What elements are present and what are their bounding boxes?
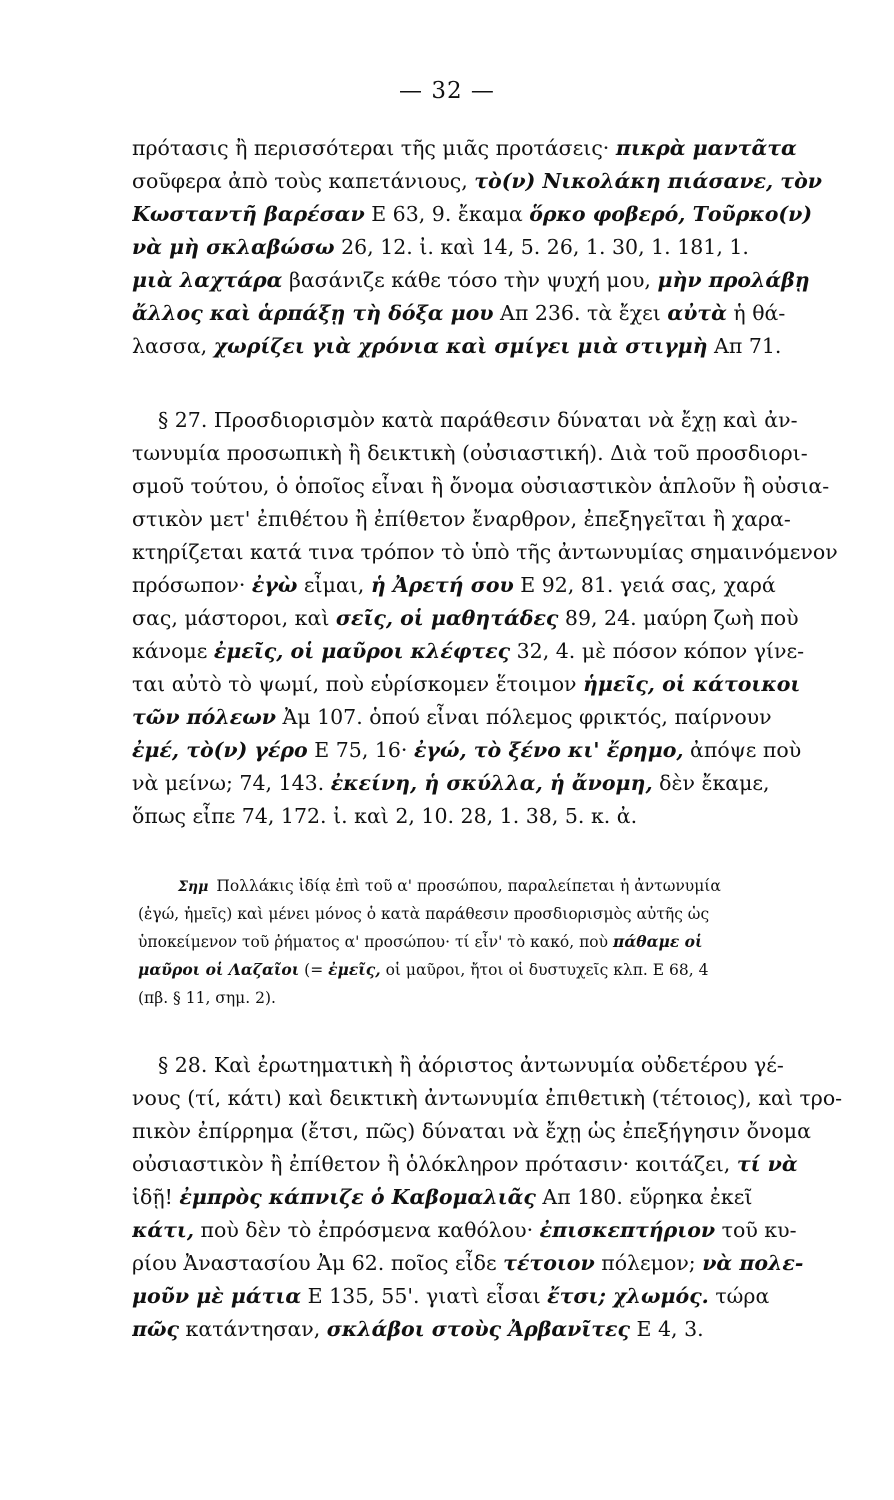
- note-label: Σημ: [178, 879, 209, 895]
- text-line: πρότασις ἢ περισσότεραι τῆς μιᾶς προτάσεις· πικρὰ μαντᾶτα: [132, 136, 797, 160]
- text-line: μαῦροι οἱ Λαζαῖοι (= ἐμεῖς, οἱ μαῦροι, ἤτοι οἱ δυστυχεῖς κλπ. Ε 68, 4: [138, 960, 709, 979]
- text-line: σας, μάστοροι, καὶ σεῖς, οἱ μαθητάδες 89, 24. μαύρη ζωὴ ποὺ: [132, 606, 799, 630]
- text-line: ἐμέ, τὸ(ν) γέρο Ε 75, 16· ἐγώ, τὸ ξένο κι' ἔρημο, ἀπόψε ποὺ: [132, 738, 802, 762]
- text-line: νὰ μὴ σκλαβώσω 26, 12. ἰ. καὶ 14, 5. 26, 1. 30, 1. 181, 1.: [132, 235, 749, 259]
- text-line: πικὸν ἐπίρρημα (ἔτσι, πῶς) δύναται νὰ ἔχῃ ὡς ἐπεξήγησιν ὄνομα: [132, 1119, 811, 1143]
- section-label: § 28.: [158, 1053, 208, 1077]
- text-line: (πβ. § 11, σημ. 2).: [138, 989, 276, 1007]
- text-line: νὰ μείνω; 74, 143. ἐκείνη, ἡ σκύλλα, ἡ ἄνομη, δὲν ἔκαμε,: [132, 771, 770, 795]
- page-number: — 32 —: [399, 78, 495, 104]
- text-line: § 28. Καὶ ἐρωτηματικὴ ἢ ἀόριστος ἀντωνυμία οὐδετέρου γέ-: [132, 1050, 872, 1080]
- text-line: πρόσωπον· ἐγὼ εἶμαι, ἡ Ἀρετή σου Ε 92, 81. γειά σας, χαρά: [132, 573, 776, 597]
- text-line: μοῦν μὲ μάτια Ε 135, 55'. γιατὶ εἶσαι ἔτσι; χλωμός. τώρα: [132, 1284, 770, 1308]
- text-line: ἰδῇ! ἐμπρὸς κάπνιζε ὁ Καβομαλιᾶς Απ 180. εὕρηκα ἐκεῖ: [132, 1185, 753, 1209]
- text-line: στικὸν μετ' ἐπιθέτου ἢ ἐπίθετον ἔναρθρον, ἐπεξηγεῖται ἢ χαρα-: [132, 507, 791, 531]
- text-line: Σημ Πολλάκις ἰδίᾳ ἐπὶ τοῦ α' προσώπου, παραλείπεται ἡ ἀντωνυμία: [178, 877, 721, 895]
- text-line: ἄλλος καὶ ἁρπάξῃ τὴ δόξα μου Απ 236. τὰ ἔχει αὐτὰ ἡ θά-: [132, 301, 786, 325]
- text-line: (ἐγώ, ἡμεῖς) καὶ μένει μόνος ὁ κατὰ παράθεσιν προσδιορισμὸς αὐτῆς ὡς: [138, 905, 710, 923]
- text-line: ρίου Ἀναστασίου Ἀμ 62. ποῖος εἶδε τέτοιον πόλεμον; νὰ πολε-: [132, 1251, 804, 1275]
- text-line: νους (τί, κάτι) καὶ δεικτικὴ ἀντωνυμία ἐπιθετικὴ (τέτοιος), καὶ τρο-: [132, 1086, 843, 1110]
- text-line: οὐσιαστικὸν ἢ ἐπίθετον ἢ ὁλόκληρον πρότασιν· κοιτάζει, τί νὰ: [132, 1152, 798, 1176]
- text-line: κάτι, ποὺ δὲν τὸ ἐπρόσμενα καθόλου· ἐπισκεπτήριον τοῦ κυ-: [132, 1218, 797, 1242]
- text-line: πῶς κατάντησαν, σκλάβοι στοὺς Ἀρβανῖτες Ε 4, 3.: [132, 1317, 704, 1341]
- text-line: ὅπως εἶπε 74, 172. ἰ. καὶ 2, 10. 28, 1. 38, 5. κ. ἀ.: [132, 804, 638, 828]
- text-line: τωνυμία προσωπικὴ ἢ δεικτικὴ (οὐσιαστική). Διὰ τοῦ προσδιορι-: [132, 441, 808, 465]
- text-line: λασσα, χωρίζει γιὰ χρόνια καὶ σμίγει μιὰ στιγμὴ Απ 71.: [132, 334, 782, 358]
- text-line: κάνομε ἐμεῖς, οἱ μαῦροι κλέφτες 32, 4. μὲ πόσον κόπον γίνε-: [132, 639, 805, 663]
- text-line: τῶν πόλεων Ἀμ 107. ὁπού εἶναι πόλεμος φρικτός, παίρνουν: [132, 705, 772, 729]
- text-line: σοῦφερα ἀπὸ τοὺς καπετάνιους, τὸ(ν) Νικολάκη πιάσανε, τὸν: [132, 169, 822, 193]
- text-line: § 27. Προσδιορισμὸν κατὰ παράθεσιν δύναται νὰ ἔχῃ καὶ ἀν-: [132, 405, 872, 435]
- text-line: κτηρίζεται κατά τινα τρόπον τὸ ὑπὸ τῆς ἀντωνυμίας σημαινόμενον: [132, 540, 838, 564]
- text-line: σμοῦ τούτου, ὁ ὁποῖος εἶναι ἢ ὄνομα οὐσιαστικὸν ἁπλοῦν ἢ οὐσια-: [132, 474, 830, 498]
- text-line: ὑποκείμενον τοῦ ῥήματος α' προσώπου· τί εἶν' τὸ κακό, ποὺ πάθαμε οἱ: [138, 932, 703, 951]
- text-line: μιὰ λαχτάρα βασάνιζε κάθε τόσο τὴν ψυχή μου, μὴν προλάβῃ: [132, 268, 810, 292]
- text-line: Κωσταντῆ βαρέσαν Ε 63, 9. ἔκαμα ὅρκο φοβερό, Τοῦρκο(ν): [132, 202, 813, 226]
- section-label: § 27.: [158, 408, 208, 432]
- text-line: ται αὐτὸ τὸ ψωμί, ποὺ εὑρίσκομεν ἕτοιμον ἡμεῖς, οἱ κάτοικοι: [132, 672, 801, 696]
